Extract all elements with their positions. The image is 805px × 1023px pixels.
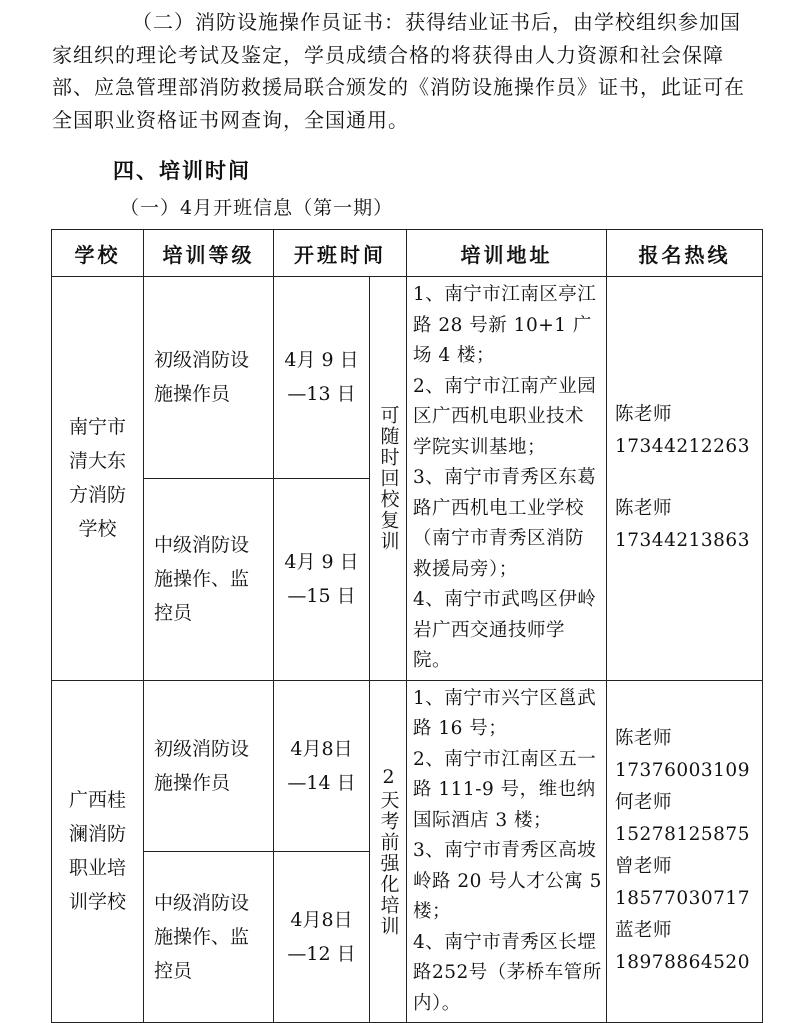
header-address: 培训地址 xyxy=(407,230,607,277)
contact-phone: 17376003109 xyxy=(615,760,750,782)
sub-title: （一）4月开班信息（第一期） xyxy=(120,197,394,219)
contact-name: 陈老师 xyxy=(615,404,673,426)
contact-phone: 15278125875 xyxy=(615,824,750,846)
contact-phone: 18577030717 xyxy=(615,888,750,910)
contact-name: 曾老师 xyxy=(615,856,673,878)
contact-name: 蓝老师 xyxy=(615,920,673,942)
contact-name: 陈老师 xyxy=(615,728,673,750)
intro-paragraph xyxy=(52,6,750,136)
hotline-contacts xyxy=(607,680,763,1023)
contact-phone: 17344212263 xyxy=(615,436,750,458)
training-level: 初级消防设施操作员 xyxy=(144,277,274,479)
intro-text: 获得结业证书后，由学校组织参加国家组织的理论考试及鉴定，学员成绩合格的将获得由人力资源和社会保障部、应急管理部消防救援局联合颁发的《消防设施操作员》证书，此证可在全国职业资格证书网查询，全国通用。 xyxy=(52,10,745,132)
class-date: 4月8日 —12 日 xyxy=(274,851,370,1022)
training-level: 中级消防设施操作、监控员 xyxy=(144,478,274,680)
header-date: 开班时间 xyxy=(274,230,407,277)
header-level: 培训等级 xyxy=(144,230,274,277)
school-name: 广西桂澜消防职业培训学校 xyxy=(52,680,144,1023)
school-name: 南宁市清大东方消防学校 xyxy=(52,277,144,681)
intro-label: （二）消防设施操作员证书： xyxy=(132,10,405,34)
prep-note: 2天考前强化培训 xyxy=(370,680,407,1023)
training-address: 1、南宁市兴宁区邕武路 16 号； 2、南宁市江南区五一路 111-9 号，维也纳国际酒店 3 楼； 3、南宁市青秀区高坡岭路 20 号人才公寓 5 楼； 4、南宁市青秀区长堽路252号（茅桥车管所内）。 xyxy=(407,680,607,1023)
table-row xyxy=(52,277,763,479)
contact-phone: 18978864520 xyxy=(615,952,750,974)
training-level: 初级消防设施操作员 xyxy=(144,680,274,851)
schedule-table xyxy=(51,229,763,1023)
class-date: 4月 9 日 —13 日 xyxy=(274,277,370,479)
retrain-note: 可随时回校复训 xyxy=(370,277,407,681)
training-address: 1、南宁市江南区亭江路 28 号新 10+1 广场 4 楼； 2、南宁市江南产业园区广西机电职业技术学院实训基地； 3、南宁市青秀区东葛路广西机电工业学校（南宁市青秀区消防救援局旁）； 4、南宁市武鸣区伊岭岩广西交通技师学院。 xyxy=(407,277,607,681)
section-title: 四、培训时间 xyxy=(113,159,251,183)
table-header-row xyxy=(52,230,763,277)
training-level: 中级消防设施操作、监控员 xyxy=(144,851,274,1022)
contact-name: 何老师 xyxy=(615,792,673,814)
header-hotline: 报名热线 xyxy=(607,230,763,277)
contact-name: 陈老师 xyxy=(615,498,673,520)
header-school: 学校 xyxy=(52,230,144,277)
contact-phone: 17344213863 xyxy=(615,530,750,552)
class-date: 4月8日 —14 日 xyxy=(274,680,370,851)
hotline-contacts xyxy=(607,277,763,681)
class-date: 4月 9 日 —15 日 xyxy=(274,478,370,680)
table-row xyxy=(52,680,763,851)
